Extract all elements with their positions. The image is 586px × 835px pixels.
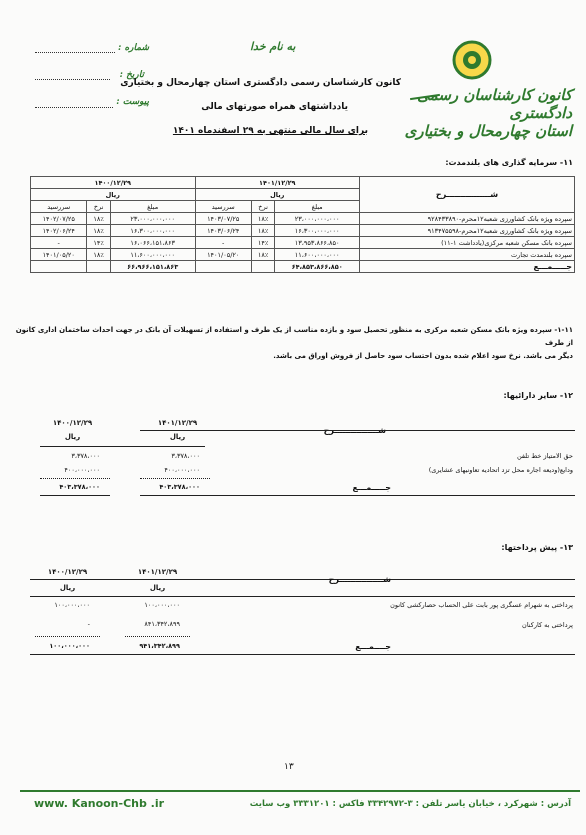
due-1400: ۱۴۰۲/۰۶/۲۴ (31, 225, 87, 237)
investments-table (30, 176, 575, 273)
s12-row-desc: حق الامتیاز خط تلفن (516, 452, 573, 460)
amount-1401: ۲۳،۰۰۰،۰۰۰،۰۰۰ (275, 213, 360, 225)
s13-desc-header: شــــــــــــــــرح (328, 575, 391, 584)
basmala: به نام خدا (250, 40, 296, 53)
table-row (31, 237, 575, 249)
total-1401: ۶۴،۸۵۳،۸۶۶،۸۵۰ (275, 261, 360, 273)
s12-row-value-1401: ۴۰۰،۰۰۰،۰۰۰ (164, 466, 200, 474)
note-line-2: دیگر می باشد. نرخ سود اعلام شده بدون احتساب سود حاصل از فروش اوراق می باشد. (273, 352, 573, 360)
note-11-1 (13, 324, 573, 363)
s12-row-value-1400: ۴۰۰،۰۰۰،۰۰۰ (64, 466, 100, 474)
s12-row-desc: ودایع(ودیعه اجاره محل تزد اتحادیه تعاونیهای عشایری) (428, 466, 573, 474)
rate-1400: ۱۸٪ (87, 213, 110, 225)
s13-row-desc: پرداختی به شهرام عسگری پور بابت علی الحساب حصارکشی کانون (390, 601, 573, 609)
due-1401: ۱۴۰۱/۰۵/۲۰ (195, 249, 251, 261)
rate-1401: ۱۸٪ (251, 249, 274, 261)
s12-year-1400: ۱۴۰۰/۱۲/۲۹ (52, 419, 93, 427)
s12-bottom-line (140, 495, 575, 496)
s12-total-1400: ۴۰۳،۳۷۸،۰۰۰ (59, 483, 100, 491)
date-label: تاریخ : (119, 70, 144, 80)
s12-unit-1401: ریال (169, 433, 186, 441)
number-field-dots (35, 52, 115, 53)
unit-1401: ریال (195, 189, 359, 201)
empty-cell (251, 261, 274, 273)
s13-year-line (30, 579, 575, 580)
s13-row-value-1401: ۸۴۱،۳۴۲،۸۹۹ (144, 620, 180, 628)
sub-amount-1400: مبلغ (110, 201, 195, 213)
row-desc: سپرده بلندمدت تجارت (360, 249, 575, 261)
amount-1400: ۱۶،۰۶۶،۱۵۱،۸۶۳ (110, 237, 195, 249)
note-line-1: ۱-۱۱- سپرده ویژه بانک مسکن شعبه مرکزی به منظور تحصیل سود و بازده مناسب از یک طرف و استفاده از تسهیلات آن بانک در جهت احداث ساختمان اداری کانون از طرف (15, 326, 573, 347)
s12-bottom-line-1400 (40, 495, 110, 496)
sub-due-1400: سررسید (31, 201, 87, 213)
unit-1400: ریال (31, 189, 196, 201)
logo-org-name (402, 86, 572, 140)
s12-total-1401: ۴۰۳،۳۷۸،۰۰۰ (159, 483, 200, 491)
rate-1401: ۱۴٪ (251, 237, 274, 249)
rate-1400: ۱۴٪ (87, 237, 110, 249)
s12-header-line (140, 430, 575, 431)
footer-line (20, 790, 580, 792)
empty-cell (195, 261, 251, 273)
logo-line-1: کانون کارشناسان رسمی دادگستری (417, 86, 572, 122)
s12-sum-line-1400 (40, 478, 110, 479)
col-desc-header: شــــــــــــــــرح (360, 177, 575, 213)
due-1400: ۱۴۰۲/۰۷/۲۵ (31, 213, 87, 225)
total-1400: ۶۶،۹۶۶،۱۵۱،۸۶۳ (110, 261, 195, 273)
attachment-label: پیوست : (116, 97, 149, 107)
due-1401: ۱۴۰۳/۰۷/۲۵ (195, 213, 251, 225)
s12-sum-line-1401 (140, 478, 210, 479)
section-12-title: ۱۲- سایر دارائیها: (503, 391, 573, 400)
kanoon-logo-icon (452, 40, 492, 80)
table-row (31, 225, 575, 237)
amount-1400: ۱۱،۶۰۰،۰۰۰،۰۰۰ (110, 249, 195, 261)
s12-row-value-1401: ۳،۳۷۸،۰۰۰ (171, 452, 200, 460)
table-row (31, 249, 575, 261)
doc-title: یادداشتهای همراه صورتهای مالی (201, 102, 348, 112)
s13-row-desc: پرداختی به کارکنان (522, 621, 573, 629)
period-title: برای سال مالی منتهی به ۲۹ اسفندماه ۱۴۰۱ (172, 126, 368, 136)
s12-total-label: جـــــمـــع (352, 483, 391, 492)
s13-header-line (30, 596, 575, 597)
row-desc: سپرده بانک مسکن شعبه مرکزی(یادداشت ۱-۱۱) (360, 237, 575, 249)
s13-total-label: جــــمـــع (355, 642, 391, 651)
due-1401: - (195, 237, 251, 249)
s12-year-1401: ۱۴۰۱/۱۲/۲۹ (157, 419, 198, 427)
table-total-row (31, 261, 575, 273)
attachment-field-dots (35, 107, 113, 108)
row-desc: سپرده ویژه بانک کشاورزی شعبه۱۲محرم-۹۱۳۴۷۵۵۹۸ (360, 225, 575, 237)
due-1400: - (31, 237, 87, 249)
s13-row-value-1401: ۱۰۰،۰۰۰،۰۰۰ (144, 601, 180, 609)
s13-year-1400: ۱۴۰۰/۱۲/۲۹ (47, 568, 88, 576)
amount-1400: ۲۳،۰۰۰،۰۰۰،۰۰۰ (110, 213, 195, 225)
amount-1400: ۱۶،۳۰۰،۰۰۰،۰۰۰ (110, 225, 195, 237)
s12-row-value-1400: ۳،۳۷۸،۰۰۰ (71, 452, 100, 460)
row-desc: سپرده ویژه بانک کشاورزی شعبه۱۲محرم-۹۲۸۴۳۳۸۹۰ (360, 213, 575, 225)
s13-row-value-1400: - (87, 620, 90, 628)
table-row (31, 213, 575, 225)
s13-sum-line-1401 (125, 636, 190, 637)
s13-total-1400: ۱۰۰،۰۰۰،۰۰۰ (49, 642, 90, 650)
s13-row-value-1400: ۱۰۰،۰۰۰،۰۰۰ (54, 601, 90, 609)
number-label: شماره : (117, 43, 149, 53)
year-1401-header: ۱۴۰۱/۱۲/۲۹ (195, 177, 359, 189)
s12-unit-line (40, 446, 205, 447)
s12-unit-1400: ریال (64, 433, 81, 441)
amount-1401: ۱۶،۳۰۰،۰۰۰،۰۰۰ (275, 225, 360, 237)
sub-rate-1401: نرخ (251, 201, 274, 213)
table-header-row (31, 177, 575, 189)
s13-sum-line-1400 (35, 636, 100, 637)
s13-bottom-line (30, 654, 575, 655)
rate-1401: ۱۸٪ (251, 213, 274, 225)
empty-cell (87, 261, 110, 273)
s13-unit-1400: ریال (59, 584, 76, 592)
s12-desc-header: شــــــــــــــــرح (323, 426, 386, 435)
amount-1401: ۱۳،۹۵۳،۸۶۶،۸۵۰ (275, 237, 360, 249)
sub-rate-1400: نرخ (87, 201, 110, 213)
s13-unit-1401: ریال (149, 584, 166, 592)
rate-1400: ۱۸٪ (87, 249, 110, 261)
rate-1400: ۱۸٪ (87, 225, 110, 237)
sub-due-1401: سررسید (195, 201, 251, 213)
s13-year-1401: ۱۴۰۱/۱۲/۲۹ (137, 568, 178, 576)
date-field-dots (35, 79, 110, 80)
due-1400: ۱۴۰۱/۰۵/۲۰ (31, 249, 87, 261)
logo-line-2: استان چهارمحال و بختیاری (404, 122, 572, 140)
year-1400-header: ۱۴۰۰/۱۲/۲۹ (31, 177, 196, 189)
footer-address: آدرس : شهرکرد ، خیابان یاسر تلفن : ۳-۳۳۴۲۹۷۲ فاکس : ۳۳۳۱۲۰۱ وب سایت (249, 799, 571, 809)
footer-website[interactable]: www. Kanoon-Chb .ir (34, 797, 165, 810)
section-11-title: ۱۱- سرمایه گذاری های بلندمدت: (445, 158, 573, 167)
sub-amount-1401: مبلغ (275, 201, 360, 213)
rate-1401: ۱۸٪ (251, 225, 274, 237)
empty-cell (31, 261, 87, 273)
page-number: ۱۳ (284, 762, 294, 772)
total-label: جـــــمـــع (360, 261, 575, 273)
s13-total-1401: ۹۴۱،۳۴۲،۸۹۹ (139, 642, 180, 650)
org-name: کانون کارشناسان رسمی دادگستری استان چهارمحال و بختیاری (120, 78, 401, 88)
due-1401: ۱۴۰۳/۰۶/۲۴ (195, 225, 251, 237)
section-13-title: ۱۳- پیش پرداختها: (501, 543, 573, 552)
amount-1401: ۱۱،۶۰۰،۰۰۰،۰۰۰ (275, 249, 360, 261)
